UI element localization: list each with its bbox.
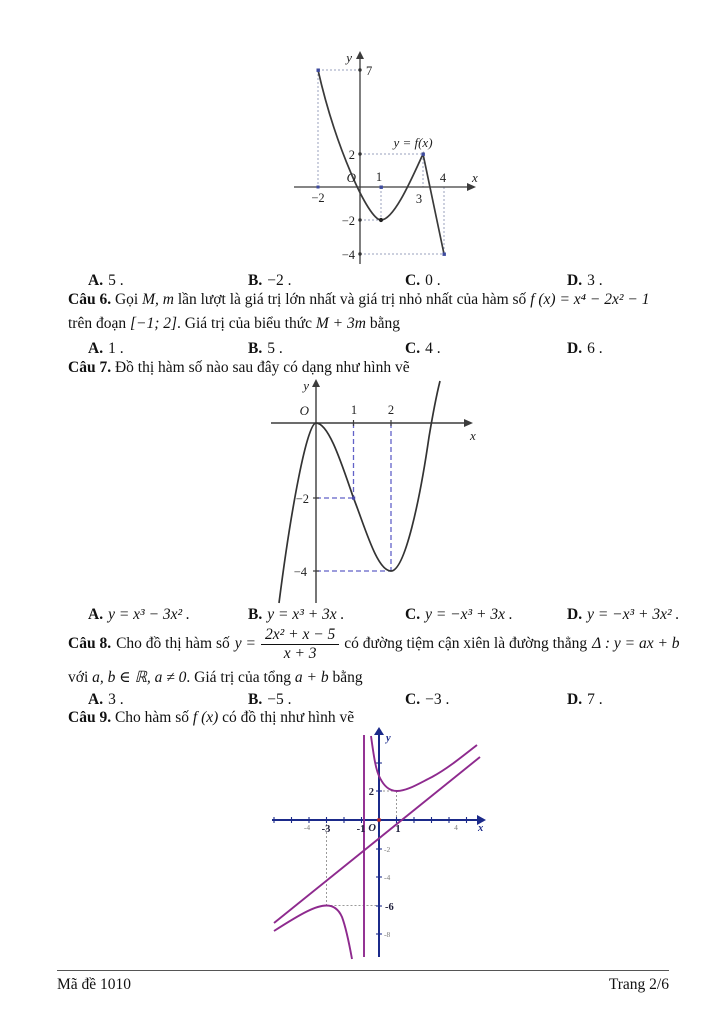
q8-math3: a, b ∈ ℝ, a ≠ 0 xyxy=(92,669,187,686)
q8-math2: Δ : y = ax + b xyxy=(592,635,680,653)
fig3-tick-x4: 4 xyxy=(454,823,458,832)
q6-answer-b-text: 5 . xyxy=(267,340,283,357)
footer xyxy=(57,976,669,994)
q6-answer-row xyxy=(68,340,708,358)
q7-answer-a xyxy=(88,606,248,624)
q7-answer-b-label: B. xyxy=(248,606,263,623)
q6-answer-c-text: 4 . xyxy=(425,340,441,357)
fig3-origin-label: O xyxy=(368,823,376,834)
fig1-origin-label: O xyxy=(346,170,356,185)
q8-answer-b-text: −5 . xyxy=(267,691,292,708)
fig1-tick-ym2: −2 xyxy=(341,214,355,228)
q6-label: Câu 6. xyxy=(68,291,112,308)
q8-answer-c-label: C. xyxy=(405,691,421,708)
q7-answer-c-text: y = −x³ + 3x . xyxy=(425,606,513,623)
fig1-x-axis-label: x xyxy=(472,170,478,185)
q5-answer-a-text: 5 . xyxy=(108,272,124,289)
fig1-tick-xm2: −2 xyxy=(311,191,325,205)
q5-answer-d-text: 3 . xyxy=(587,272,603,289)
fig3-tick-xm1: -1 xyxy=(356,824,366,835)
q6-answer-d-label: D. xyxy=(567,340,583,357)
fig1-tick-ym4: −4 xyxy=(341,248,355,262)
fig1-tick-x3: 3 xyxy=(415,192,423,206)
q6-answer-b xyxy=(248,340,405,358)
fig1-tick-x4: 4 xyxy=(439,171,447,185)
fig2-y-axis-label: y xyxy=(303,378,309,393)
q9-text2: có đồ thị như hình vẽ xyxy=(222,709,355,726)
fig3-tick-ym4: -4 xyxy=(384,873,391,882)
q5-answer-b-label: B. xyxy=(248,272,263,289)
fig3-y-arrow-icon xyxy=(374,727,384,735)
q7-label: Câu 7. xyxy=(68,359,112,376)
q6-math3: [−1; 2] xyxy=(129,315,178,332)
fig3-tick-ym2: -2 xyxy=(384,845,391,854)
q8-text5: bằng xyxy=(332,669,363,686)
figure-q9-graph xyxy=(266,727,488,962)
fig1-curve xyxy=(318,70,444,254)
footer-exam-code: Mã đề 1010 xyxy=(57,976,132,993)
fig2-tick-ym2: −2 xyxy=(295,492,309,506)
q6-math1: M, m xyxy=(142,291,174,308)
fig1-axes xyxy=(294,57,469,264)
q8-label: Câu 8. xyxy=(68,635,112,653)
q7-answer-d-text: y = −x³ + 3x² . xyxy=(587,606,680,623)
q7-answer-d-label: D. xyxy=(567,606,583,623)
figure-q5-graph xyxy=(280,50,478,270)
fig3-tick-xm3: -3 xyxy=(321,824,331,835)
fig2-tick-x2: 2 xyxy=(387,403,395,417)
q5-answer-d-label: D. xyxy=(567,272,583,289)
q9-text1: Cho hàm số xyxy=(114,709,190,726)
q8-answer-b-label: B. xyxy=(248,691,263,708)
q7-answer-row xyxy=(68,606,708,624)
q5-answer-b xyxy=(248,272,405,290)
q8-answer-a-text: 3 . xyxy=(108,691,124,708)
q6-text3: trên đoạn xyxy=(68,315,127,332)
q8-line2 xyxy=(68,668,678,687)
q6-text2: lần lượt là giá trị lớn nhất và giá trị nhỏ nhất của hàm số xyxy=(177,291,527,308)
q6-answer-a-label: A. xyxy=(88,340,104,357)
q8-answer-c-text: −3 . xyxy=(425,691,450,708)
q8-text1: Cho đồ thị hàm số xyxy=(116,635,230,653)
fig1-curve-label: y = f(x) xyxy=(393,135,433,150)
q8-answer-a xyxy=(88,691,248,709)
fig3-oblique-asymptote xyxy=(274,757,480,923)
footer-rule xyxy=(57,970,669,971)
q5-answer-c-text: 0 . xyxy=(425,272,441,289)
q7-answer-d xyxy=(567,606,708,624)
footer-page-number: Trang 2/6 xyxy=(608,976,669,993)
fig2-tick-x1: 1 xyxy=(350,403,358,417)
q7-answer-b xyxy=(248,606,405,624)
q8-answer-d-label: D. xyxy=(567,691,583,708)
q7-answer-c xyxy=(405,606,567,624)
q5-answer-c-label: C. xyxy=(405,272,421,289)
q8-math4: a + b xyxy=(294,669,329,686)
q7-answer-c-label: C. xyxy=(405,606,421,623)
fig1-min-point xyxy=(379,218,383,222)
fig2-origin-label: O xyxy=(299,403,309,418)
fig3-tick-ym6: -6 xyxy=(385,902,394,913)
q6-text1: Gọi xyxy=(114,291,139,308)
q6-answer-c-label: C. xyxy=(405,340,421,357)
q6-answer-a xyxy=(88,340,248,358)
q7-answer-b-text: y = x³ + 3x . xyxy=(267,606,345,623)
q7-answer-a-label: A. xyxy=(88,606,104,623)
fig1-y-axis-label: y xyxy=(346,50,352,65)
q8-answer-row xyxy=(68,691,708,709)
q6-line1 xyxy=(68,291,678,309)
fig1-tick-y2: 2 xyxy=(348,148,355,162)
q7-line1 xyxy=(68,359,678,377)
fig3-origin-dot xyxy=(377,818,380,821)
fig2-tick-ym4: −4 xyxy=(293,565,307,579)
q8-answer-a-label: A. xyxy=(88,691,104,708)
q8-fraction xyxy=(261,626,339,663)
q8-line1 xyxy=(68,626,678,663)
q6-line2 xyxy=(68,315,678,333)
q6-math2: f (x) = x⁴ − 2x² − 1 xyxy=(530,291,650,308)
q9-math1: f (x) xyxy=(192,709,219,726)
q8-answer-c xyxy=(405,691,567,709)
q7-answer-a-text: y = x³ − 3x² . xyxy=(108,606,190,623)
q8-text2: có đường tiệm cận xiên là đường thẳng xyxy=(344,635,588,653)
fig3-tick-x1: 1 xyxy=(395,824,401,835)
q5-answer-a-label: A. xyxy=(88,272,104,289)
q8-text4: . Giá trị của tổng xyxy=(186,669,292,686)
q9-label: Câu 9. xyxy=(68,709,112,726)
fig3-tick-ym8: -8 xyxy=(384,930,391,939)
fig1-y-arrow-icon xyxy=(356,51,364,59)
fig3-tick-y2: 2 xyxy=(368,787,374,798)
fig3-y-axis-label: y xyxy=(386,733,391,744)
q6-answer-d-text: 6 . xyxy=(587,340,603,357)
figure-q7-graph xyxy=(263,377,479,605)
q5-answer-b-text: −2 . xyxy=(267,272,292,289)
fig2-x-arrow-icon xyxy=(464,419,473,427)
q8-math1: y = xyxy=(234,635,256,653)
q6-answer-b-label: B. xyxy=(248,340,263,357)
q5-answer-row xyxy=(68,272,708,290)
fig1-tick-x1: 1 xyxy=(375,170,383,184)
q8-answer-b xyxy=(248,691,405,709)
q6-answer-c xyxy=(405,340,567,358)
q8-text3: với xyxy=(68,669,89,686)
q6-answer-a-text: 1 . xyxy=(108,340,124,357)
q5-answer-d xyxy=(567,272,708,290)
fig3-tick-xm4: -4 xyxy=(303,823,311,832)
q5-answer-c xyxy=(405,272,567,290)
q6-text4: . Giá trị của biểu thức xyxy=(177,315,312,332)
fig2-y-arrow-icon xyxy=(312,379,320,387)
q8-answer-d-text: 7 . xyxy=(587,691,603,708)
fig1-tick-y7: 7 xyxy=(366,64,373,78)
q6-math4: M + 3m xyxy=(315,315,366,332)
q9-line1 xyxy=(68,709,678,727)
fig2-point-1m2 xyxy=(352,497,355,500)
fig1-point-markers xyxy=(317,69,446,256)
q5-answer-a xyxy=(88,272,248,290)
fig3-x-axis-label: x xyxy=(478,823,484,834)
q8-fraction-numerator: 2x² + x − 5 xyxy=(261,626,339,645)
q7-text: Đồ thị hàm số nào sau đây có dạng như hình vẽ xyxy=(114,359,410,376)
q8-fraction-denominator: x + 3 xyxy=(283,644,317,662)
q8-answer-d xyxy=(567,691,708,709)
q6-answer-d xyxy=(567,340,708,358)
fig3-curve-right-branch xyxy=(371,736,477,791)
fig2-x-axis-label: x xyxy=(470,428,476,443)
q6-text5: bằng xyxy=(369,315,400,332)
